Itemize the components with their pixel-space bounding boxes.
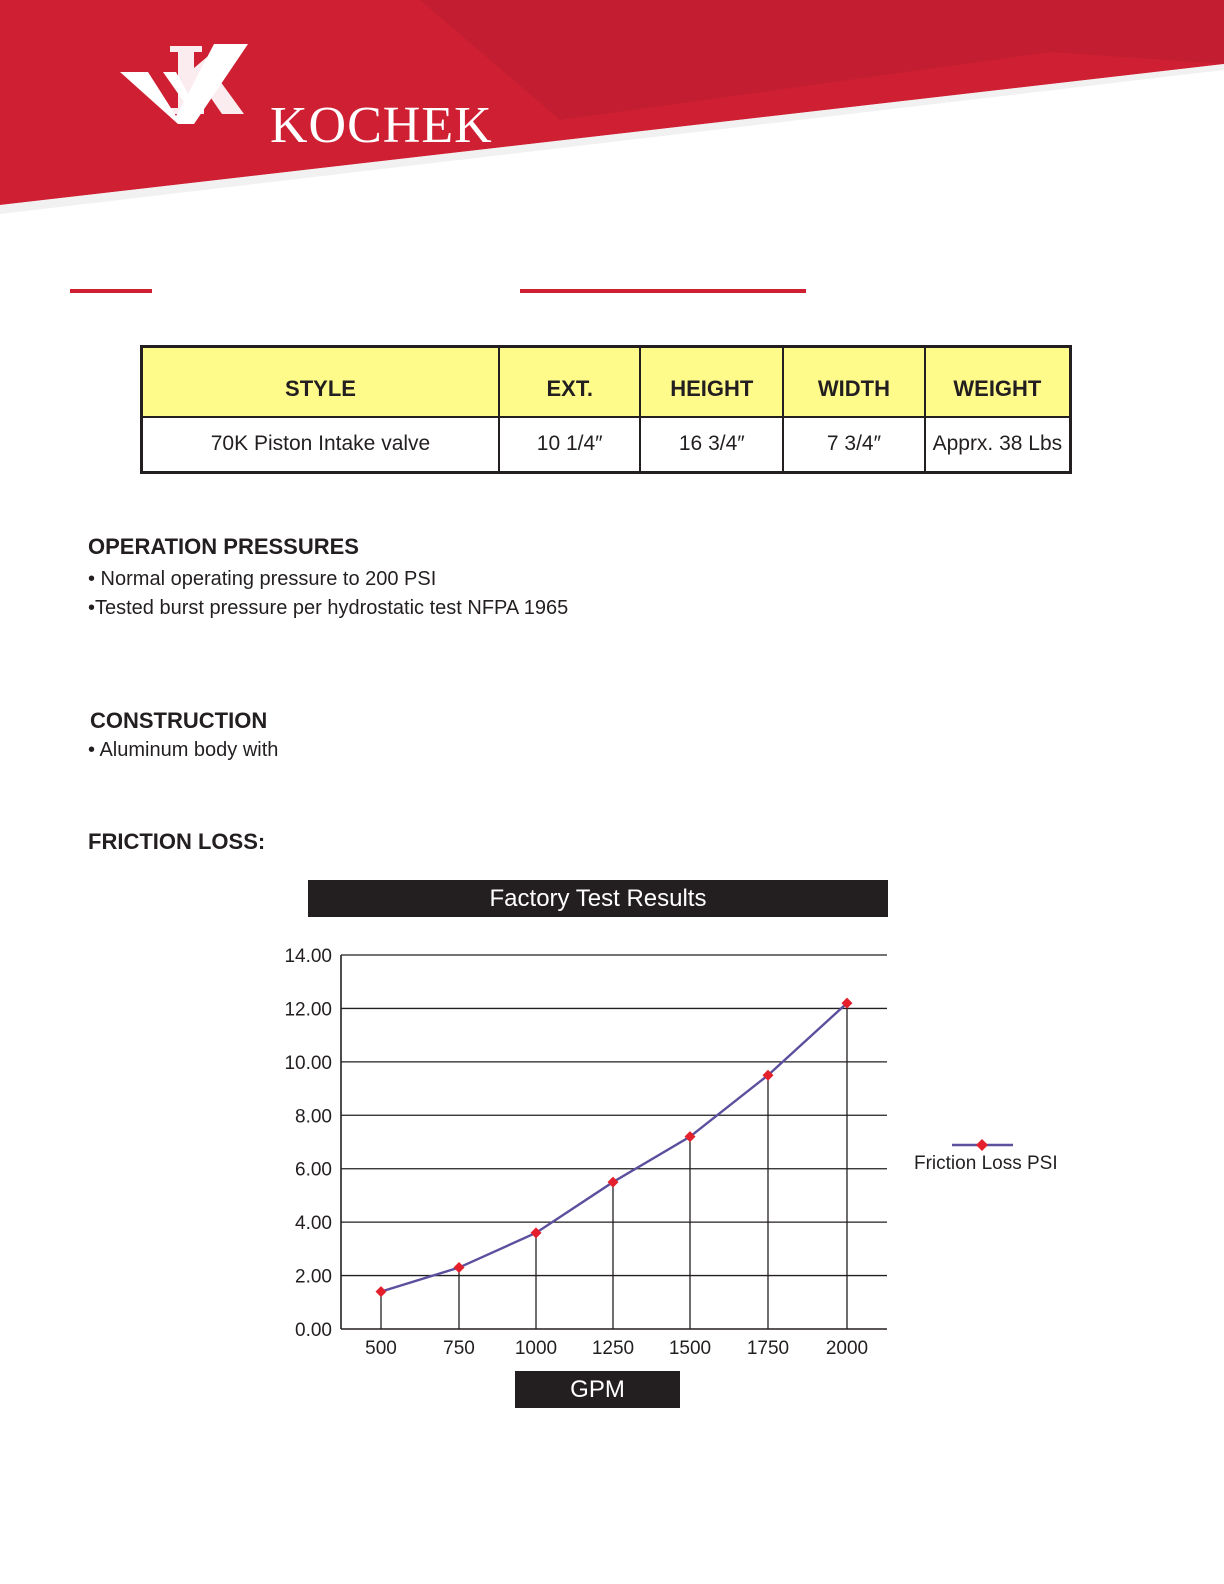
legend-label: Friction Loss PSI <box>914 1153 1058 1174</box>
x-tick-label: 1250 <box>591 1338 635 1359</box>
y-tick-label: 6.00 <box>295 1159 332 1181</box>
kochek-logo <box>118 38 493 154</box>
construction-bullet: • Aluminum body with <box>88 739 279 761</box>
spec-table <box>140 345 1072 474</box>
cell-weight: Apprx. 38 Lbs <box>925 417 1071 473</box>
spec-header-row <box>142 347 1071 417</box>
title-rule-right <box>520 289 806 293</box>
x-axis-label: GPM <box>515 1371 680 1408</box>
operation-bullet: •Tested burst pressure per hydrostatic test NFPA 1965 <box>88 597 569 619</box>
cell-height: 16 3/4″ <box>640 417 783 473</box>
header-height: HEIGHT <box>640 347 783 417</box>
x-tick-label: 750 <box>443 1338 475 1359</box>
data-point <box>376 1286 387 1297</box>
cell-ext: 10 1/4″ <box>499 417 640 473</box>
y-tick-label: 4.00 <box>295 1213 332 1235</box>
construction-heading: CONSTRUCTION <box>90 708 268 733</box>
x-tick-label: 1750 <box>746 1338 790 1359</box>
chart-title: Factory Test Results <box>308 880 888 917</box>
x-tick-label: 2000 <box>825 1338 869 1359</box>
series-line-friction-loss <box>381 1003 847 1292</box>
cell-width: 7 3/4″ <box>783 417 925 473</box>
header-ext: EXT. <box>499 347 640 417</box>
x-tick-label: 1000 <box>514 1338 558 1359</box>
x-tick-label: 500 <box>365 1338 397 1359</box>
friction-heading: FRICTION LOSS: <box>88 829 266 854</box>
legend-marker <box>976 1139 988 1151</box>
title-rule-left <box>70 289 152 293</box>
y-tick-label: 10.00 <box>284 1052 332 1074</box>
logo-wordmark: KOCHEK <box>270 97 493 154</box>
operation-bullet: • Normal operating pressure to 200 PSI <box>88 568 437 590</box>
header-weight: WEIGHT <box>925 347 1071 417</box>
cell-style: 70K Piston Intake valve <box>142 417 499 473</box>
header-width: WIDTH <box>783 347 925 417</box>
table-row <box>142 417 1071 473</box>
y-tick-label: 0.00 <box>295 1320 332 1341</box>
x-tick-label: 1500 <box>668 1338 712 1359</box>
y-tick-label: 2.00 <box>295 1266 332 1288</box>
friction-loss-chart <box>270 940 1090 1380</box>
header-style: STYLE <box>142 347 499 417</box>
y-tick-label: 14.00 <box>284 946 332 967</box>
y-tick-label: 8.00 <box>295 1106 332 1128</box>
y-tick-label: 12.00 <box>284 999 332 1021</box>
data-point <box>454 1262 465 1273</box>
operation-heading: OPERATION PRESSURES <box>88 534 359 559</box>
